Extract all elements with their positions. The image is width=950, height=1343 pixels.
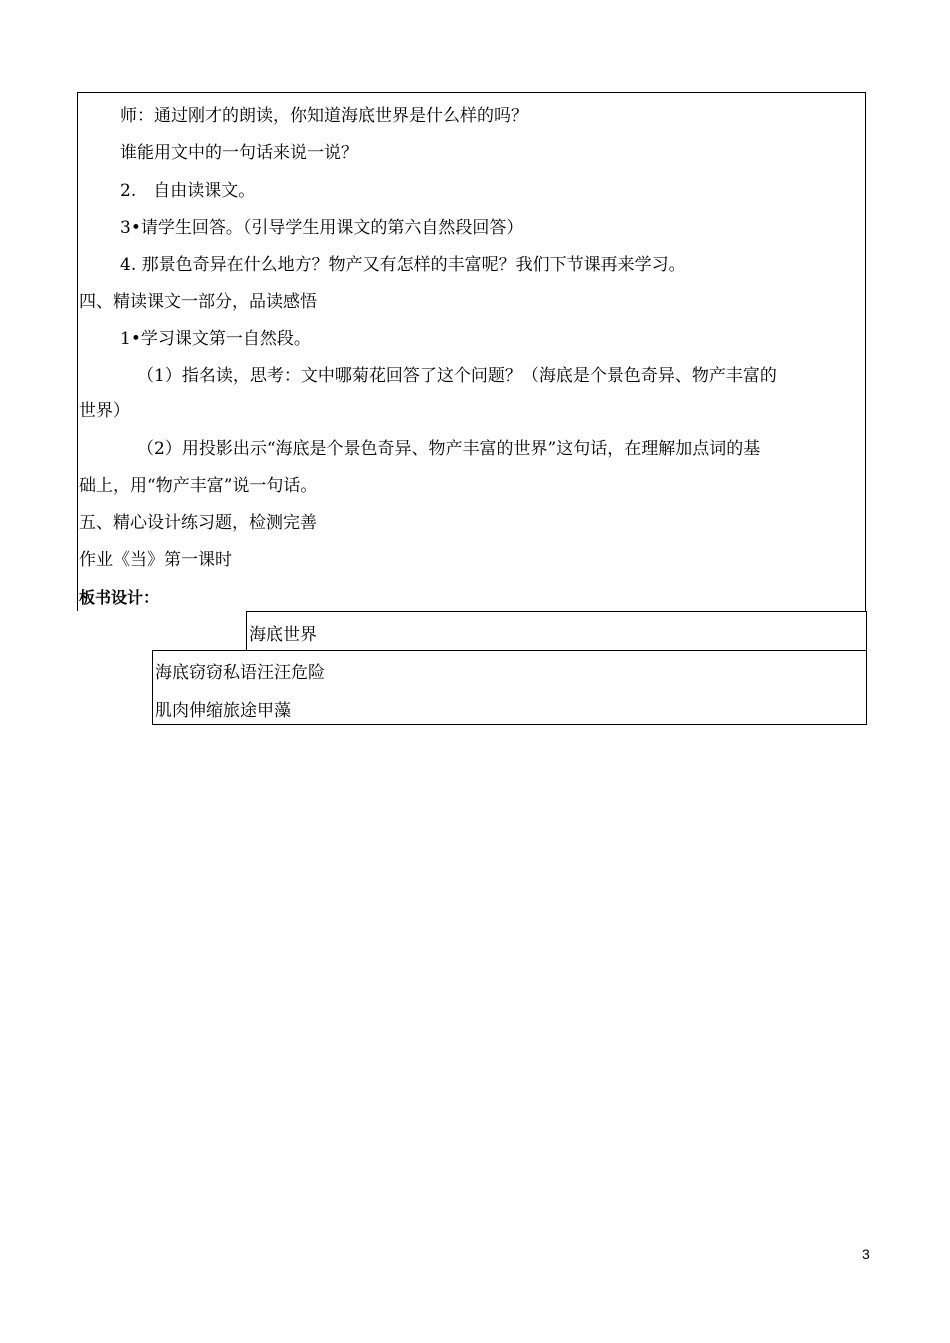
text-line-2: 谁能用文中的一句话来说一说？ xyxy=(120,143,358,163)
board-title: 海底世界 xyxy=(249,625,317,645)
text-line-3: 2. 自由读课文。 xyxy=(120,181,256,201)
text-line-10: 础上，用“物产丰富”说一句话。 xyxy=(79,476,318,496)
text-line-4: 3•请学生回答。（引导学生用课文的第六自然段回答） xyxy=(120,218,524,238)
board-design-label: 板书设计： xyxy=(79,588,160,607)
text-line-1: 师：通过刚才的朗读，你知道海底世界是什么样的吗？ xyxy=(120,106,528,126)
board-row-2: 肌肉伸缩旅途甲藻 xyxy=(155,701,291,721)
text-line-7: （1）指名读，思考：文中哪菊花回答了这个问题？（海底是个景色奇异、物产丰富的 xyxy=(137,366,777,386)
section-heading-4: 四、精读课文一部分，品读感悟 xyxy=(79,292,317,312)
text-line-8: 世界） xyxy=(79,401,130,421)
board-title-box xyxy=(246,611,867,651)
text-line-6: 1•学习课文第一自然段。 xyxy=(120,329,311,349)
text-line-5: 4. 那景色奇异在什么地方？物产又有怎样的丰富呢？我们下节课再来学习。 xyxy=(120,255,686,275)
page-number: 3 xyxy=(862,1246,870,1262)
text-line-9: （2）用投影出示“海底是个景色奇异、物产丰富的世界”这句话，在理解加点词的基 xyxy=(137,439,761,459)
homework-line: 作业《当》第一课时 xyxy=(79,550,232,570)
board-row-1: 海底窃窃私语汪汪危险 xyxy=(155,663,325,683)
section-heading-5: 五、精心设计练习题，检测完善 xyxy=(79,513,317,533)
